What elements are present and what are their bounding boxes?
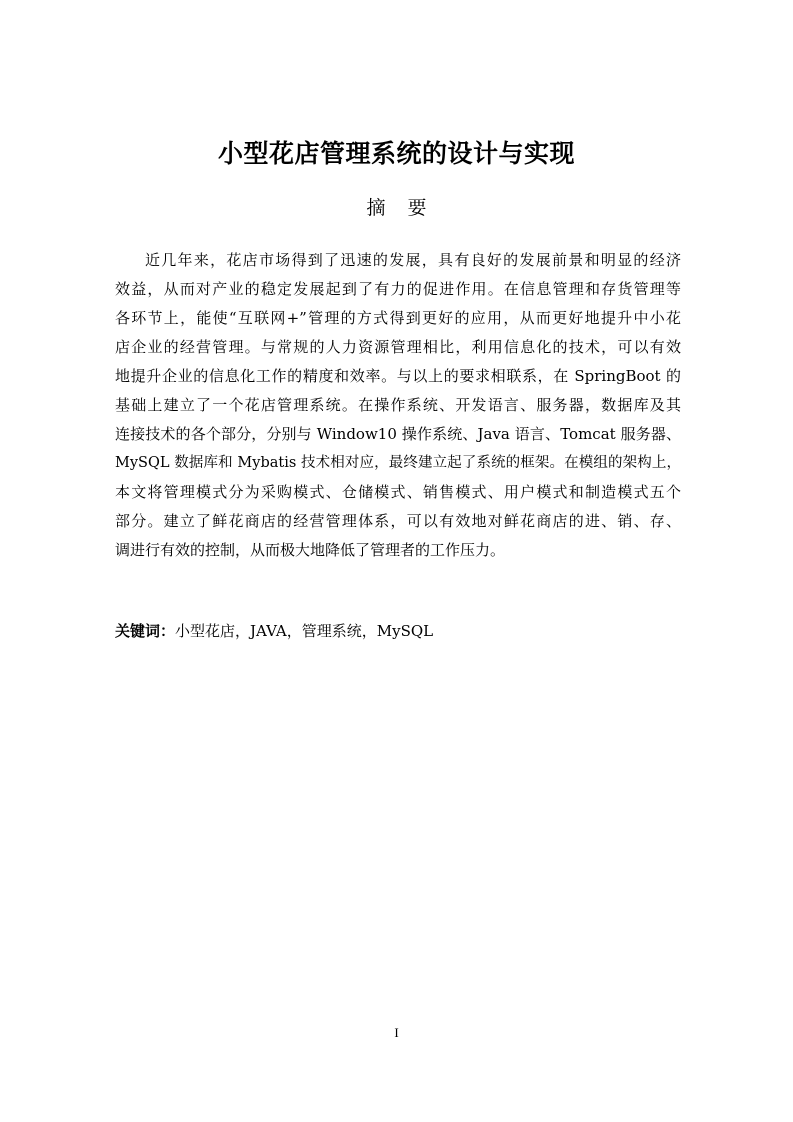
page-title: 小型花店管理系统的设计与实现 <box>217 139 575 168</box>
abstract-line: 店企业的经营管理。与常规的人力资源管理相比，利用信息化的技术，可以有效 <box>115 338 681 356</box>
keywords <box>115 618 433 644</box>
page-number: I <box>394 1025 399 1040</box>
abstract-line: 部分。建立了鲜花商店的经营管理体系，可以有效地对鲜花商店的进、销、存、 <box>115 512 681 530</box>
abstract-line: MySQL 数据库和 Mybatis 技术相对应，最终建立起了系统的框架。在模组的架构上， <box>115 455 681 471</box>
keywords-label: 关键词： <box>115 622 176 640</box>
abstract-line: 本文将管理模式分为采购模式、仓储模式、销售模式、用户模式和制造模式五个 <box>115 483 681 501</box>
abstract-line: 各环节上，能使“互联网+”管理的方式得到更好的应用，从而更好地提升中小花 <box>115 309 681 327</box>
abstract-line: 连接技术的各个部分，分别与 Window10 操作系统、Java 语言、Tomcat 服务器、 <box>115 425 681 443</box>
keywords-text: 小型花店，JAVA，管理系统，MySQL <box>175 622 434 640</box>
abstract-line: 效益，从而对产业的稳定发展起到了有力的促进作用。在信息管理和存货管理等 <box>115 280 681 298</box>
abstract-heading-char-1: 摘 <box>366 197 386 219</box>
abstract-heading-char-2: 要 <box>407 197 427 219</box>
abstract-line: 基础上建立了一个花店管理系统。在操作系统、开发语言、服务器，数据库及其 <box>115 396 681 414</box>
abstract-line: 近几年来，花店市场得到了迅速的发展，具有良好的发展前景和明显的经济 <box>145 251 681 269</box>
abstract-heading <box>0 194 793 222</box>
abstract-body <box>115 246 681 565</box>
abstract-line: 地提升企业的信息化工作的精度和效率。与以上的要求相联系，在 SpringBoot 的 <box>115 367 681 385</box>
abstract-line: 调进行有效的控制，从而极大地降低了管理者的工作压力。 <box>115 541 506 559</box>
